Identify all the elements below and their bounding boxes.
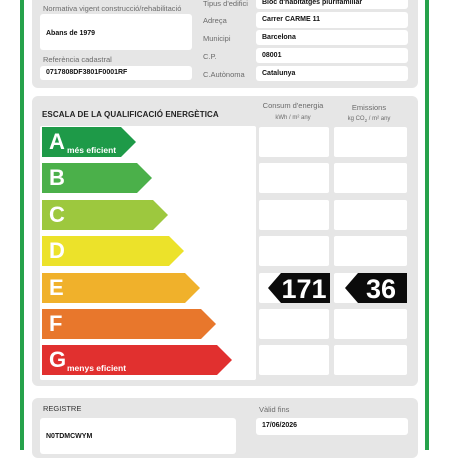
rating-letter-d: D [49,238,65,263]
rating-letter-b: B [49,165,65,190]
valid-until-value: 17/06/2026 [256,418,408,435]
emissions-cell-b [334,163,407,193]
register-value: N0TDMCWYM [40,418,236,454]
construction-rule-value: Abans de 1979 [40,14,192,50]
emissions-badge [345,273,407,303]
rating-arrow-e [42,273,200,303]
most-efficient-label: més eficient [67,145,117,155]
rating-arrow-b [42,163,152,193]
consumption-header: Consum d'energia [262,101,324,110]
valid-until-label: Vàlid fins [259,405,290,414]
emissions-header: Emissions [351,103,387,112]
emissions-cell-c [334,200,407,230]
rating-letter-g: G [49,347,67,372]
cadastral-value: 0717808DF3801F0001RF [40,66,192,80]
postcode-label: C.P. [203,52,217,61]
rating-arrow-f [42,309,216,339]
consumption-badge-value: 171 [281,274,327,304]
emissions-cell-d [334,236,407,266]
consumption-cell-f [259,309,329,339]
consumption-cell-g [259,345,329,375]
register-label: REGISTRE [43,404,82,413]
least-efficient-label: menys eficient [67,363,127,373]
consumption-unit: kWh / m² any [275,115,311,121]
address-value: Carrer CARME 11 [256,12,408,28]
consumption-cell-d [259,236,329,266]
consumption-badge [268,273,330,303]
rating-arrow-a [42,127,136,157]
municipality-value: Barcelona [256,30,408,45]
consumption-cell-b [259,163,329,193]
cadastral-label: Referència cadastral [43,55,112,64]
address-label: Adreça [203,16,227,25]
emissions-unit: kg $CO_2 / m^2$ any [347,116,391,124]
consumption-cell-a [259,127,329,157]
emissions-cell-g [334,345,407,375]
rating-letter-e: E [49,275,64,300]
building-type-value: Bloc d'habitatges plurifamiliar [256,0,408,9]
region-value: Catalunya [256,66,408,81]
rating-arrow-c [42,200,168,230]
emissions-cell-a [334,127,407,157]
scale-title: ESCALA DE LA QUALIFICACIÓ ENERGÈTICA [42,110,219,119]
postcode-value: 08001 [256,48,408,63]
rating-arrow-g [42,345,232,375]
emissions-cell-f [334,309,407,339]
building-type-label: Tipus d'edifici [203,0,248,8]
construction-rule-label: Normativa vigent construcció/rehabilitació [43,4,182,13]
green-border-left [20,0,24,450]
green-border-right [425,0,429,450]
rating-letter-a: A [49,129,65,154]
municipality-label: Municipi [203,34,231,43]
rating-letter-f: F [49,311,63,336]
rating-letter-c: C [49,202,65,227]
rating-arrow-d [42,236,184,266]
emissions-badge-value: 36 [365,274,397,304]
consumption-cell-c [259,200,329,230]
region-label: C.Autònoma [203,70,245,79]
